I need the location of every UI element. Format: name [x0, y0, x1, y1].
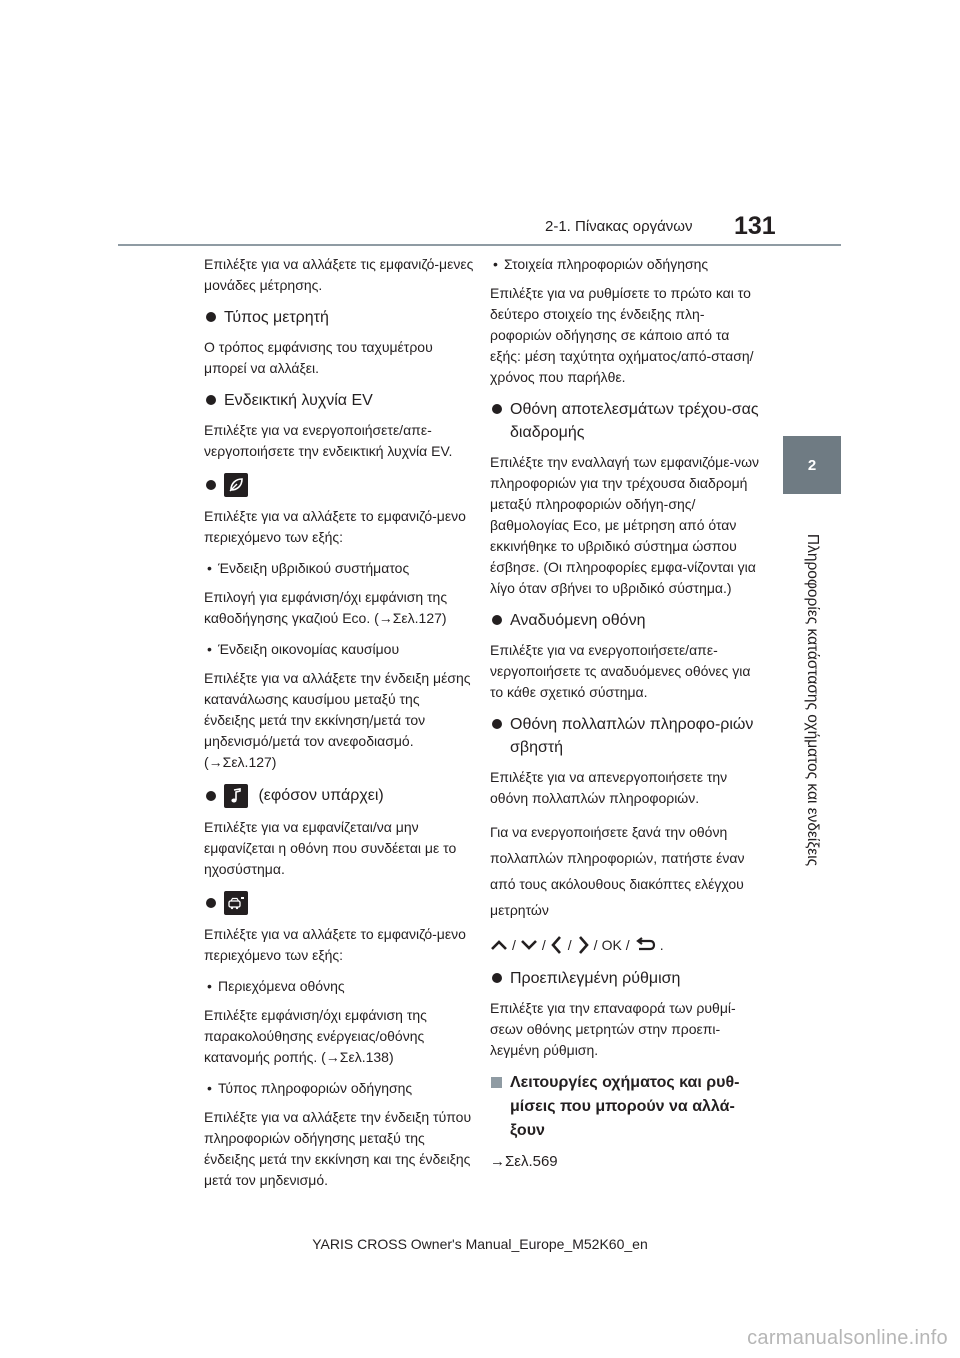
- paragraph: Επιλέξτε εμφάνιση/όχι εμφάνιση της παρακολούθησης ενέργειας/οθόνης κατανομής ροπής. (→Σελ.138): [204, 1007, 427, 1065]
- chevron-right-icon: [576, 935, 590, 955]
- back-arrow-icon: [634, 937, 656, 953]
- bullet-dot: [492, 615, 502, 625]
- list-item: • Ένδειξη οικονομίας καυσίμου: [207, 641, 400, 657]
- paragraph: Επιλέξτε για να αλλάξετε την ένδειξη τύπου πληροφοριών οδήγησης μεταξύ της ένδειξης μετά την εκκίνηση και της ένδειξης μετά τον μηδενισμό.: [204, 1109, 472, 1188]
- ok-switch-label: OK: [601, 937, 622, 953]
- paragraph: Επιλέξτε για να εμφανίζεται/να μην εμφανίζεται η οθόνη που συνδέεται με το ηχοσύστημα.: [204, 819, 457, 877]
- heading-vehicle-icon: [204, 890, 474, 916]
- bullet-dot: [206, 312, 216, 322]
- paragraph: Ο τρόπος εμφάνισης του ταχυμέτρου μπορεί να αλλάξει.: [204, 339, 433, 376]
- heading-meter-type: Τύπος μετρητή: [204, 306, 474, 329]
- chapter-tab: 2: [783, 436, 841, 494]
- paragraph: Επιλέξτε την εναλλαγή των εμφανιζόμε-νων πληροφοριών για την τρέχουσα διαδρομή μεταξύ πληροφοριών οδήγη-σης/βαθμολογίας Eco, με μέτρηση από όταν εκκινήθηκε το υβριδικό σύστημα ώσπου έσβησε. (Οι πληροφορίες εμφα-νίζονται για λίγο όταν σβήνει το υβριδικό σύστημα.): [490, 454, 760, 596]
- heading-audio-icon: (εφόσον υπάρχει): [204, 783, 474, 809]
- paragraph: Επιλέξτε για να αλλάξετε τις εμφανιζό-μενες μονάδες μέτρησης.: [204, 256, 474, 293]
- heading-customizable-features: Λειτουργίες οχήματος και ρυθ-μίσεις που μπορούν να αλλά-ξουν: [490, 1071, 760, 1143]
- paragraph: Επιλέξτε για να ενεργοποιήσετε/απε-νεργοποιήσετε την ενδεικτική λυχνία EV.: [204, 422, 453, 459]
- section-title: 2-1. Πίνακας οργάνων: [545, 218, 693, 235]
- paragraph: Επιλέξτε για να αλλάξετε το εμφανιζό-μενο περιεχόμενο των εξής:: [204, 926, 466, 963]
- right-column: [490, 254, 760, 1182]
- watermark: carmanualsonline.info: [747, 1327, 948, 1349]
- paragraph: Επιλέξτε για να αλλάξετε την ένδειξη μέσης κατανάλωσης καυσίμου μεταξύ της ένδειξης μετά την εκκίνηση/μετά τον μηδενισμό/μετά τον ανεφοδιασμό. (→Σελ.127): [204, 670, 471, 770]
- paragraph: Επιλέξτε για να απενεργοποιήσετε την οθόνη πολλαπλών πληροφοριών.: [490, 769, 728, 806]
- bullet-dot: [492, 404, 502, 414]
- bullet-dot: [492, 973, 502, 983]
- chevron-down-icon: [520, 938, 538, 952]
- paragraph: Επιλογή για εμφάνιση/όχι εμφάνιση της καθοδήγησης γκαζιού Eco. (→Σελ.127): [204, 589, 448, 626]
- page-reference: →Σελ.569: [490, 1153, 558, 1170]
- page-number: 131: [734, 212, 776, 240]
- meter-switch-row: / / / / OK / .: [490, 933, 760, 957]
- paragraph: Επιλέξτε για την επαναφορά των ρυθμί-σεων οθόνης μετρητών στην προεπι-λεγμένη ρύθμιση.: [490, 1000, 736, 1058]
- left-column: [204, 254, 474, 1201]
- paragraph: Επιλέξτε για να ρυθμίσετε το πρώτο και το δεύτερο στοιχείο της ένδειξης πλη-ροφοριών οδήγησης σε κάποιο από τα εξής: μέση ταχύτητα οχήματος/από-σταση/χρόνος που παρήλθε.: [490, 285, 754, 385]
- chapter-title: Πληροφορίες κατάστασης οχήματος και ενδείξεις: [804, 533, 821, 867]
- heading-eco-icon: [204, 472, 474, 498]
- list-item: • Ένδειξη υβριδικού συστήματος: [207, 560, 410, 576]
- music-note-icon: [224, 784, 248, 808]
- paragraph: Επιλέξτε για να ενεργοποιήσετε/απε-νεργοποιήσετε τς αναδυόμενες οθόνες για το κάθε σχετικό σύστημα.: [490, 642, 751, 700]
- bullet-dot: [206, 791, 216, 801]
- heading-default-setting: Προεπιλεγμένη ρύθμιση: [490, 967, 760, 990]
- header-rule: [118, 244, 841, 246]
- bullet-dot: [206, 395, 216, 405]
- eco-leaf-icon: [224, 473, 248, 497]
- paragraph: Επιλέξτε για να αλλάξετε το εμφανιζό-μενο περιεχόμενο των εξής:: [204, 508, 466, 545]
- vehicle-info-icon: [224, 891, 248, 915]
- chevron-left-icon: [550, 935, 564, 955]
- list-item: • Περιεχόμενα οθόνης: [207, 978, 345, 994]
- heading-mid-off: Οθόνη πολλαπλών πληροφο-ριών σβηστή: [490, 713, 760, 759]
- chevron-up-icon: [490, 938, 508, 952]
- bullet-dot: [492, 719, 502, 729]
- bullet-dot: [206, 898, 216, 908]
- paragraph: Για να ενεργοποιήσετε ξανά την οθόνη πολλαπλών πληροφοριών, πατήστε έναν από τους ακόλουθους διακόπτες ελέγχου μετρητών: [490, 824, 745, 918]
- list-item: • Τύπος πληροφοριών οδήγησης: [207, 1080, 413, 1096]
- bullet-dot: [206, 480, 216, 490]
- square-bullet: [491, 1077, 502, 1088]
- list-item: • Στοιχεία πληροφοριών οδήγησης: [493, 256, 709, 272]
- heading-trip-results: Οθόνη αποτελεσμάτων τρέχου-σας διαδρομής: [490, 398, 760, 444]
- heading-popup-display: Αναδυόμενη οθόνη: [490, 609, 760, 632]
- footer: YARIS CROSS Owner's Manual_Europe_M52K60_en: [312, 1236, 648, 1252]
- heading-ev-indicator: Ενδεικτική λυχνία EV: [204, 389, 474, 412]
